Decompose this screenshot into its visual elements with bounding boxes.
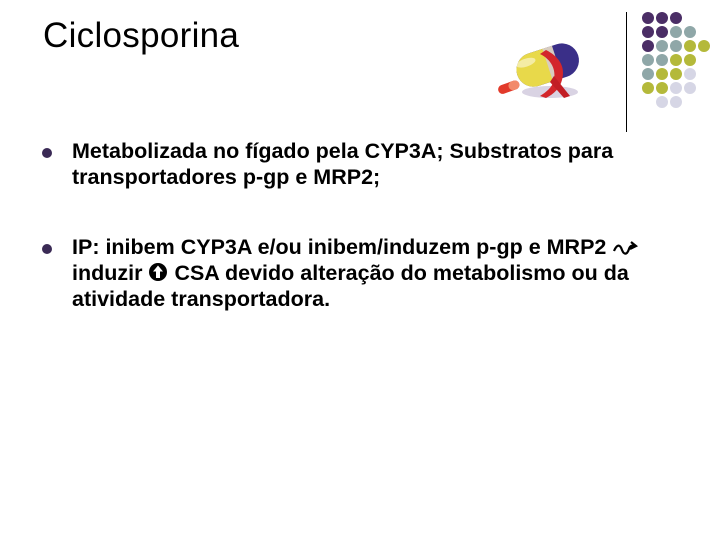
bullet-item: [40, 138, 680, 190]
decorative-dot-grid: [636, 10, 720, 120]
bullet-text-after: CSA devido alteração do metabolismo ou da atividade transportadora.: [72, 261, 629, 311]
bullet-list: [40, 138, 680, 312]
vertical-divider: [626, 12, 627, 132]
bullet-item: [40, 234, 680, 312]
pill-capsule-logo-icon: [496, 36, 586, 104]
bullet-text: Metabolizada no fígado pela CYP3A; Substratos para transportadores p-gp e MRP2;: [72, 139, 614, 189]
wavy-arrow-icon: [612, 240, 638, 256]
bullet-dot-icon: [42, 244, 52, 254]
slide-title: Ciclosporina: [43, 16, 240, 55]
bullet-text-middle: induzir: [72, 261, 143, 285]
bullet-text-before: IP: inibem CYP3A e/ou inibem/induzem p-gp e MRP2: [72, 235, 607, 259]
circled-up-arrow-icon: [148, 262, 168, 282]
bullet-dot-icon: [42, 148, 52, 158]
